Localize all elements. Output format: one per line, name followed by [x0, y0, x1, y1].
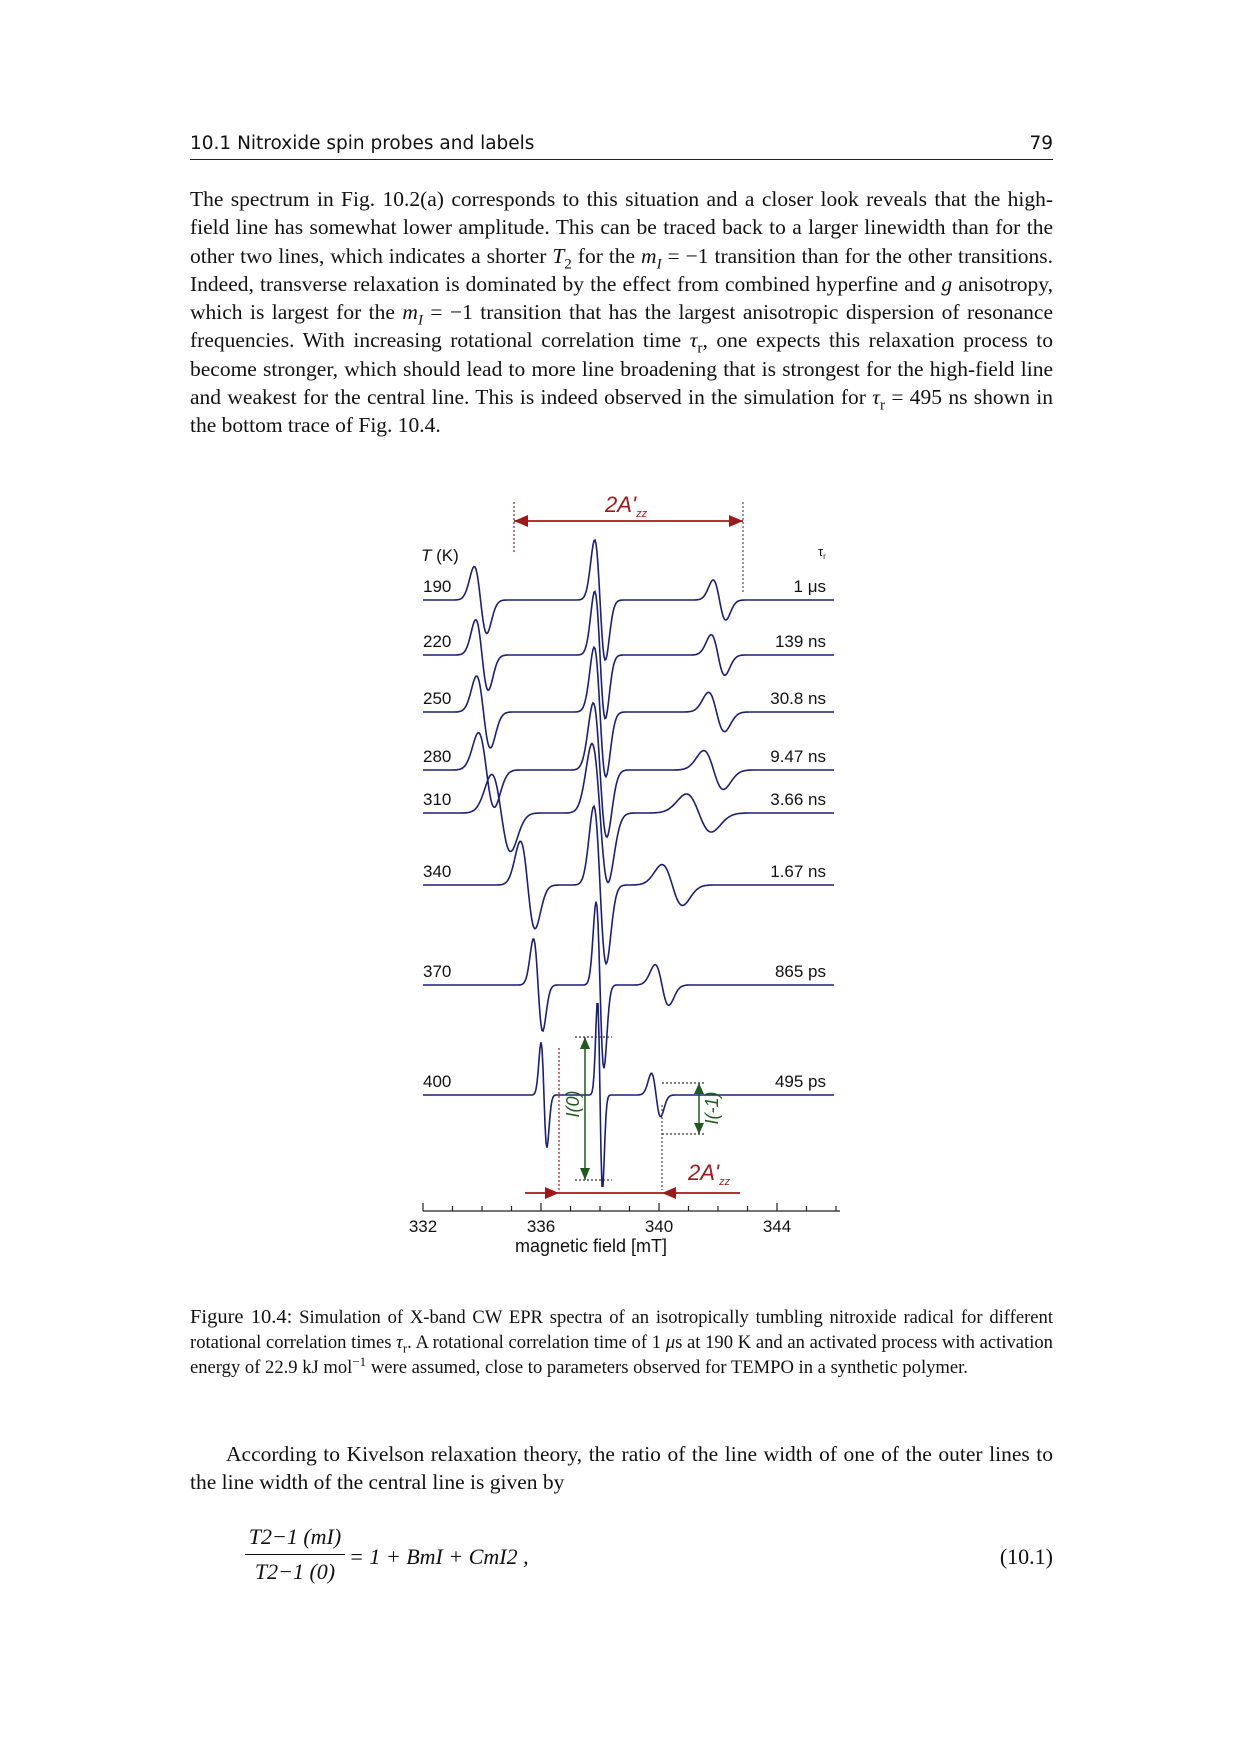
tau-label-310: 3.66 ns	[770, 790, 826, 809]
temperature-label-280: 280	[423, 747, 452, 766]
temperature-label-190: 190	[423, 577, 452, 596]
equation-10-1	[245, 1524, 1053, 1604]
x-tick-label-344: 344	[762, 1217, 792, 1236]
bottom-2azz-label: $2A'_{zz}$	[688, 1160, 731, 1188]
spectrum-trace-400	[423, 1004, 834, 1186]
bottom-annotations	[525, 1037, 740, 1199]
equation-numerator: T2−1 (mI)	[245, 1524, 345, 1555]
tau-header: $\tau_r$	[818, 544, 826, 561]
paragraph-2: According to Kivelson relaxation theory, the ratio of the line width of one of the outer lines to the line width of the central line is given by	[190, 1442, 1053, 1495]
temperature-label-340: 340	[423, 862, 452, 881]
temperature-label-310: 310	[423, 790, 452, 809]
equation-rhs: = 1 + BmI + CmI2 ,	[349, 1544, 529, 1569]
temperature-label-220: 220	[423, 632, 452, 651]
top-2azz-label: $2A'_{zz}$	[605, 492, 648, 520]
temperature-label-400: 400	[423, 1072, 452, 1091]
tau-label-190: 1 μs	[793, 577, 826, 596]
spectrum-trace-190	[423, 540, 834, 660]
x-tick-label-332: 332	[408, 1217, 438, 1236]
row-labels	[423, 577, 826, 1091]
temperature-label-370: 370	[423, 962, 452, 981]
section-title: 10.1 Nitroxide spin probes and labels	[190, 133, 535, 154]
tau-label-280: 9.47 ns	[770, 747, 826, 766]
temperature-label-250: 250	[423, 689, 452, 708]
tau-label-370: 865 ps	[774, 962, 826, 981]
x-axis-label: magnetic field [mT]	[514, 1236, 668, 1256]
i0-label: I(0)	[563, 1090, 583, 1118]
equation-denominator: T2−1 (0)	[254, 1559, 336, 1584]
top-splitting-annotation	[514, 492, 743, 592]
page-number: 79	[1029, 133, 1053, 154]
tau-label-400: 495 ps	[774, 1072, 826, 1091]
x-axis	[409, 1203, 840, 1236]
i-minus1-label: I(-1)	[702, 1091, 722, 1125]
figure-caption: Figure 10.4: Simulation of X-band CW EPR spectra of an isotropically tumbling nitroxide radical for different rotational correlation times $\tau_r$. A rotational correlation time of 1 μs at 190 K and an activated process with activation energy of 22.9 kJ mol$^{-1}$ were assumed, close to parameters observed for TEMPO in a synthetic polymer.	[190, 1306, 1053, 1378]
tau-label-220: 139 ns	[774, 632, 826, 651]
tau-label-340: 1.67 ns	[770, 862, 826, 881]
paragraph-1: The spectrum in Fig. 10.2(a) corresponds to this situation and a closer look reveals that the high-field line has somewhat lower amplitude. This can be traced back to a larger linewidth than for the other two lines, which indicates a shorter $T_2$ for the $m_I = -1$ transition than for the other transitions. Indeed, transverse relaxation is dominated by the effect from combined hyperfine and g anisotropy, which is largest for the $m_I = -1$ transition that has the largest anisotropic dispersion of resonance frequencies. With increasing rotational correlation time $\tau_r$, one expects this relaxation process to become stronger, which should lead to more line broadening that is strongest for the high-field line and weakest for the central line. This is indeed observed in the simulation for $\tau_r = 495$ ns shown in the bottom trace of Fig. 10.4.	[190, 187, 1054, 438]
temperature-header: T (K)	[421, 546, 459, 565]
tau-label-250: 30.8 ns	[770, 689, 826, 708]
equation-fraction	[245, 1524, 345, 1585]
spectrum-trace-370	[423, 902, 834, 1069]
spectrum-trace-340	[423, 806, 834, 963]
equation-number: (10.1)	[999, 1544, 1053, 1569]
x-tick-label-336: 336	[526, 1217, 556, 1236]
x-tick-label-340: 340	[644, 1217, 674, 1236]
